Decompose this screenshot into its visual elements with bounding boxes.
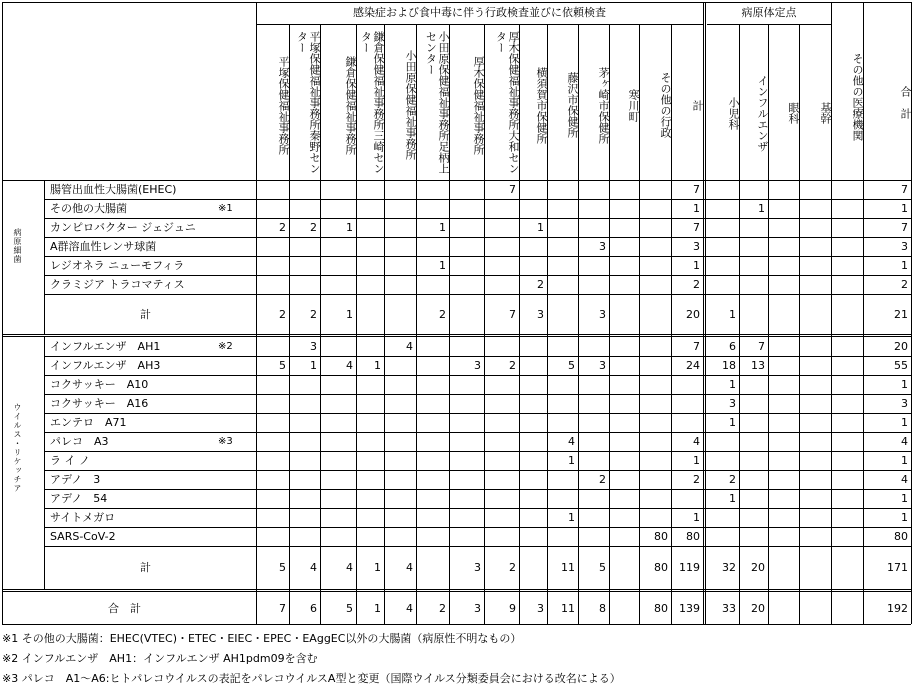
table-cell: 7: [509, 183, 516, 196]
table-cell: 7: [693, 183, 700, 196]
table-cell: 4: [406, 561, 413, 574]
header-sentinel-group: 病原体定点: [741, 6, 797, 19]
table-cell: 1: [729, 416, 736, 429]
column-header: 小田原保健福祉事務所: [404, 50, 417, 160]
table-cell: 7: [279, 601, 286, 615]
table-cell: 1: [901, 416, 908, 429]
row-total-label: 合 計: [108, 601, 141, 615]
table-cell: 1: [374, 601, 381, 615]
row-total-label: 計: [140, 307, 151, 321]
table-cell: 1: [901, 259, 908, 272]
table-cell: 80: [654, 530, 668, 543]
table-cell: 5: [279, 359, 286, 372]
table-cell: 4: [901, 473, 908, 486]
table-cell: 2: [693, 278, 700, 291]
table-cell: 2: [509, 359, 516, 372]
grid-vline: [44, 180, 45, 334]
row-label: レジオネラ ニューモフィラ: [50, 259, 185, 272]
table-cell: 4: [901, 435, 908, 448]
table-cell: 4: [346, 561, 353, 574]
table-cell: 6: [729, 340, 736, 353]
table-cell: 2: [279, 307, 286, 321]
table-cell: 20: [751, 601, 765, 615]
column-header: 小田原保健福祉事務所足柄上センター: [424, 31, 450, 174]
table-cell: 1: [346, 221, 353, 234]
table-cell: 80: [686, 530, 700, 543]
footnote: ※2 インフルエンザ AH1：インフルエンザ AH1pdm09を含む: [2, 652, 318, 665]
column-header: 横須賀市保健所: [535, 66, 548, 144]
grid-hline: [44, 489, 911, 490]
grid-hline: [44, 413, 911, 414]
table-cell: 20: [686, 307, 700, 321]
table-cell: 1: [693, 511, 700, 524]
table-cell: 3: [599, 240, 606, 253]
table-cell: 3: [599, 307, 606, 321]
table-cell: 7: [901, 183, 908, 196]
table-cell: 20: [751, 561, 765, 574]
row-label: カンピロバクター ジェジュニ: [50, 221, 196, 234]
grid-hline: [44, 294, 911, 295]
grid-hline: [2, 589, 911, 592]
column-header: 鎌倉保健福祉事務所三崎センター: [359, 31, 385, 174]
table-cell: 1: [758, 202, 765, 215]
table-cell: 1: [439, 259, 446, 272]
table-cell: 1: [729, 492, 736, 505]
table-cell: 3: [310, 340, 317, 353]
table-cell: 7: [693, 340, 700, 353]
row-label: インフルエンザ AH1: [50, 340, 161, 353]
table-cell: 20: [894, 340, 908, 353]
column-header: 藤沢市保健所: [566, 72, 579, 138]
table-cell: 33: [722, 601, 736, 615]
row-total-label: 計: [140, 561, 151, 574]
table-cell: 1: [729, 307, 736, 321]
row-label: SARS-CoV-2: [50, 530, 116, 543]
table-cell: 80: [654, 601, 668, 615]
grid-hline: [44, 394, 911, 395]
row-label: インフルエンザ AH3: [50, 359, 161, 372]
column-header: 平塚保健福祉事務所秦野センター: [295, 31, 321, 174]
table-cell: 4: [310, 561, 317, 574]
table-cell: 1: [901, 492, 908, 505]
grid-hline: [44, 237, 911, 238]
table-cell: 32: [722, 561, 736, 574]
table-cell: 4: [406, 340, 413, 353]
table-cell: 5: [568, 359, 575, 372]
table-cell: 1: [568, 454, 575, 467]
table-cell: 3: [474, 561, 481, 574]
column-header: 寒川町: [627, 88, 640, 122]
header-admin-group: 感染症および食中毒に伴う行政検査並びに依頼検査: [353, 6, 606, 19]
table-cell: 1: [693, 202, 700, 215]
table-cell: 1: [901, 378, 908, 391]
table-cell: 6: [310, 601, 317, 615]
column-header: インフルエンザ: [756, 74, 769, 152]
row-note-mark: ※3: [218, 436, 233, 447]
table-cell: 1: [693, 454, 700, 467]
row-label: アデノ 54: [50, 492, 108, 505]
row-label: A群溶血性レンサ球菌: [50, 240, 157, 253]
table-cell: 2: [310, 307, 317, 321]
column-header: 眼科: [787, 102, 800, 124]
table-cell: 55: [894, 359, 908, 372]
table-cell: 171: [887, 561, 908, 574]
table-cell: 3: [599, 359, 606, 372]
row-label: パレコ A3: [50, 435, 109, 448]
table-cell: 3: [901, 240, 908, 253]
row-label: アデノ 3: [50, 473, 101, 486]
table-cell: 24: [686, 359, 700, 372]
table-cell: 11: [561, 561, 575, 574]
table-cell: 139: [679, 601, 700, 615]
table-cell: 3: [474, 359, 481, 372]
table-cell: 1: [346, 307, 353, 321]
row-label: クラミジア トラコマティス: [50, 278, 185, 291]
table-cell: 4: [693, 435, 700, 448]
table-cell: 1: [374, 359, 381, 372]
table-cell: 1: [901, 202, 908, 215]
table-cell: 1: [568, 511, 575, 524]
column-header: 厚木保健福祉事務所大和センター: [494, 31, 520, 174]
table-cell: 5: [599, 561, 606, 574]
column-header: 鎌倉保健福祉事務所: [344, 55, 357, 155]
table-cell: 18: [722, 359, 736, 372]
table-cell: 2: [599, 473, 606, 486]
table-cell: 1: [901, 454, 908, 467]
row-label: 腸管出血性大腸菌(EHEC): [50, 183, 177, 196]
column-header: 計: [691, 99, 704, 111]
row-label: その他の大腸菌: [50, 202, 127, 215]
table-cell: 1: [729, 378, 736, 391]
grid-hline: [44, 432, 911, 433]
table-cell: 1: [374, 561, 381, 574]
table-cell: 2: [693, 473, 700, 486]
table-cell: 3: [729, 397, 736, 410]
table-cell: 1: [537, 221, 544, 234]
table-cell: 1: [901, 511, 908, 524]
row-note-mark: ※2: [218, 341, 233, 352]
table-cell: 7: [509, 307, 516, 321]
table-cell: 2: [439, 601, 446, 615]
grid-hline: [44, 199, 911, 200]
column-header: 茅ヶ崎市保健所: [597, 66, 610, 144]
table-cell: 3: [537, 307, 544, 321]
table-cell: 2: [901, 278, 908, 291]
table-cell: 3: [474, 601, 481, 615]
footnote: ※1 その他の大腸菌：EHEC(VTEC)・ETEC・EIEC・EPEC・EAggEC以外の大腸菌（病原性不明なもの）: [2, 632, 522, 645]
table-cell: 119: [679, 561, 700, 574]
grid-hline: [44, 546, 911, 547]
table-cell: 9: [509, 601, 516, 615]
table-cell: 2: [439, 307, 446, 321]
column-header: 小児科: [727, 96, 740, 130]
table-cell: 1: [439, 221, 446, 234]
column-header: 平塚保健福祉事務所: [277, 55, 290, 155]
column-header: 厚木保健福祉事務所: [472, 55, 485, 155]
row-label: エンテロ A71: [50, 416, 127, 429]
grid-hline: [44, 375, 911, 376]
table-cell: 2: [537, 278, 544, 291]
table-cell: 4: [568, 435, 575, 448]
grid-hline: [44, 451, 911, 452]
table-cell: 3: [693, 240, 700, 253]
table-cell: 2: [729, 473, 736, 486]
table-cell: 80: [894, 530, 908, 543]
row-label: ラ イ ノ: [50, 454, 90, 467]
column-header: その他の行政: [659, 72, 672, 138]
grid-hline: [44, 508, 911, 509]
table-cell: 80: [654, 561, 668, 574]
table-cell: 21: [894, 307, 908, 321]
group-label-bacteria: 病原細菌: [13, 228, 22, 264]
column-header-grand-total: 合 計: [899, 85, 912, 119]
table-cell: 7: [901, 221, 908, 234]
table-cell: 7: [758, 340, 765, 353]
table-cell: 3: [537, 601, 544, 615]
table-cell: 2: [509, 561, 516, 574]
row-label: コクサッキー A10: [50, 378, 149, 391]
table-cell: 5: [279, 561, 286, 574]
table-cell: 1: [310, 359, 317, 372]
table-cell: 13: [751, 359, 765, 372]
table-cell: 4: [346, 359, 353, 372]
table-cell: 3: [901, 397, 908, 410]
row-note-mark: ※1: [218, 203, 233, 214]
table-cell: 4: [406, 601, 413, 615]
table-cell: 7: [693, 221, 700, 234]
row-label: サイトメガロ: [50, 511, 116, 524]
table-cell: 2: [310, 221, 317, 234]
table-cell: 1: [693, 259, 700, 272]
group-label-virus: ウイルス・リケッチア: [13, 403, 22, 493]
column-header: 基幹: [819, 102, 832, 124]
column-header-other-medical: その他の医療機関: [851, 53, 864, 141]
table-cell: 192: [887, 601, 908, 615]
table-cell: 8: [599, 601, 606, 615]
row-label: コクサッキー A16: [50, 397, 149, 410]
table-cell: 5: [346, 601, 353, 615]
grid-hline: [44, 527, 911, 528]
grid-hline: [2, 624, 911, 625]
grid-vline: [2, 2, 3, 624]
table-cell: 11: [561, 601, 575, 615]
table-cell: 2: [279, 221, 286, 234]
footnote: ※3 パレコ A1～A6:ヒトパレコウイルスの表記をパレコウイルスA型と変更（国際ウイルス分類委員会における改名による）: [2, 672, 621, 685]
grid-hline: [44, 470, 911, 471]
